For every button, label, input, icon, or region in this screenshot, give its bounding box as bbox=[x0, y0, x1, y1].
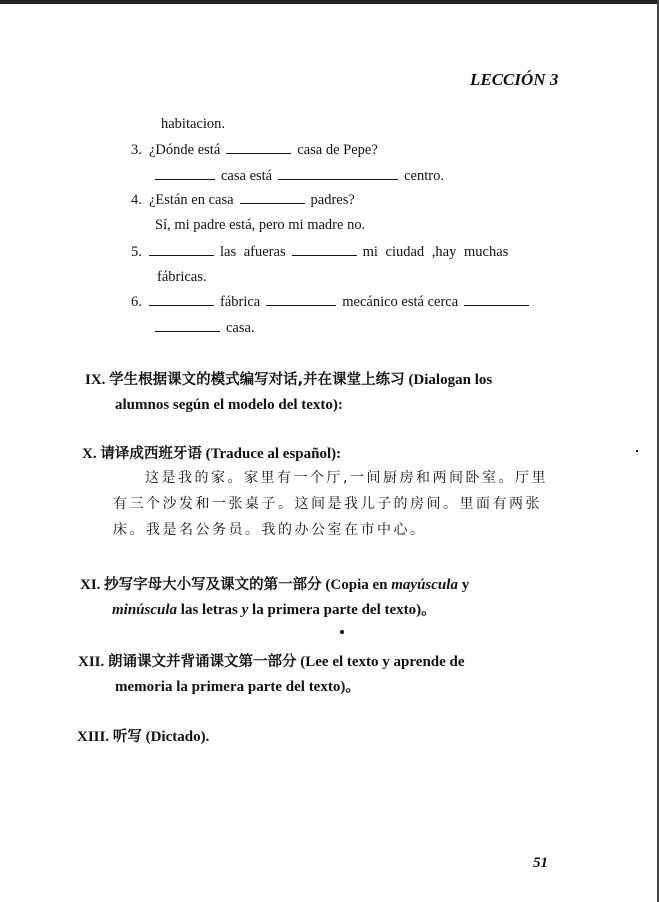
answer-blank bbox=[149, 294, 214, 306]
question-6-line-2: casa. bbox=[155, 319, 255, 337]
exercise-10-text-line-3: 床。我是名公务员。我的办公室在市中心。 bbox=[113, 522, 427, 538]
top-border bbox=[0, 0, 659, 4]
answer-blank bbox=[226, 142, 291, 154]
stray-dot bbox=[340, 630, 344, 634]
exercise-12-line-1: XII. 朗诵课文并背诵课文第一部分 (Lee el texto y aprende de bbox=[78, 654, 465, 670]
answer-blank bbox=[155, 320, 220, 332]
exercise-13: XIII. 听写 (Dictado). bbox=[77, 729, 210, 745]
exercise-12-line-2: memoria la primera parte del texto)。 bbox=[115, 679, 361, 695]
margin-mark bbox=[636, 450, 638, 452]
exercise-9-line-1: IX. 学生根据课文的模式编写对话,并在课堂上练习 (Dialogan los bbox=[85, 372, 493, 388]
question-4-line-1: 4. ¿Están en casa padres? bbox=[131, 192, 355, 208]
exercise-10-text-line-1: 这是我的家。家里有一个厅,一间厨房和两间卧室。厅里 bbox=[145, 470, 548, 486]
question-3-line-1: 3. ¿Dónde está casa de Pepe? bbox=[131, 142, 378, 158]
question-5-line-1: 5. las afueras mi ciudad ,hay muchas bbox=[131, 244, 509, 260]
question-5-line-2: fábricas. bbox=[157, 269, 207, 285]
page-number: 51 bbox=[533, 855, 548, 871]
answer-blank bbox=[338, 168, 398, 180]
exercise-9-line-2: alumnos según el modelo del texto): bbox=[115, 397, 343, 413]
question-6-line-1: 6. fábrica mecánico está cerca bbox=[131, 293, 535, 311]
exercise-10-heading: X. 请译成西班牙语 (Traduce al español): bbox=[82, 446, 342, 462]
question-4-line-2: Sí, mi padre está, pero mi madre no. bbox=[155, 217, 366, 233]
lesson-header: LECCIÓN 3 bbox=[470, 70, 559, 89]
exercise-11-line-1: XI. 抄写字母大小写及课文的第一部分 (Copia en mayúscula y bbox=[80, 577, 470, 593]
exercise-10-text-line-2: 有三个沙发和一张桌子。这间是我儿子的房间。里面有两张 bbox=[113, 496, 542, 512]
answer-blank bbox=[278, 168, 338, 180]
answer-blank bbox=[266, 294, 336, 306]
answer-blank bbox=[240, 192, 305, 204]
answer-blank bbox=[464, 294, 529, 306]
answer-blank bbox=[155, 168, 215, 180]
question-3-line-2: casa está centro. bbox=[155, 167, 444, 185]
answer-blank bbox=[292, 244, 357, 256]
continuation-line: habitacion. bbox=[161, 116, 226, 132]
answer-blank bbox=[149, 244, 214, 256]
exercise-11-line-2: minúscula las letras y la primera parte del texto)。 bbox=[112, 602, 437, 618]
